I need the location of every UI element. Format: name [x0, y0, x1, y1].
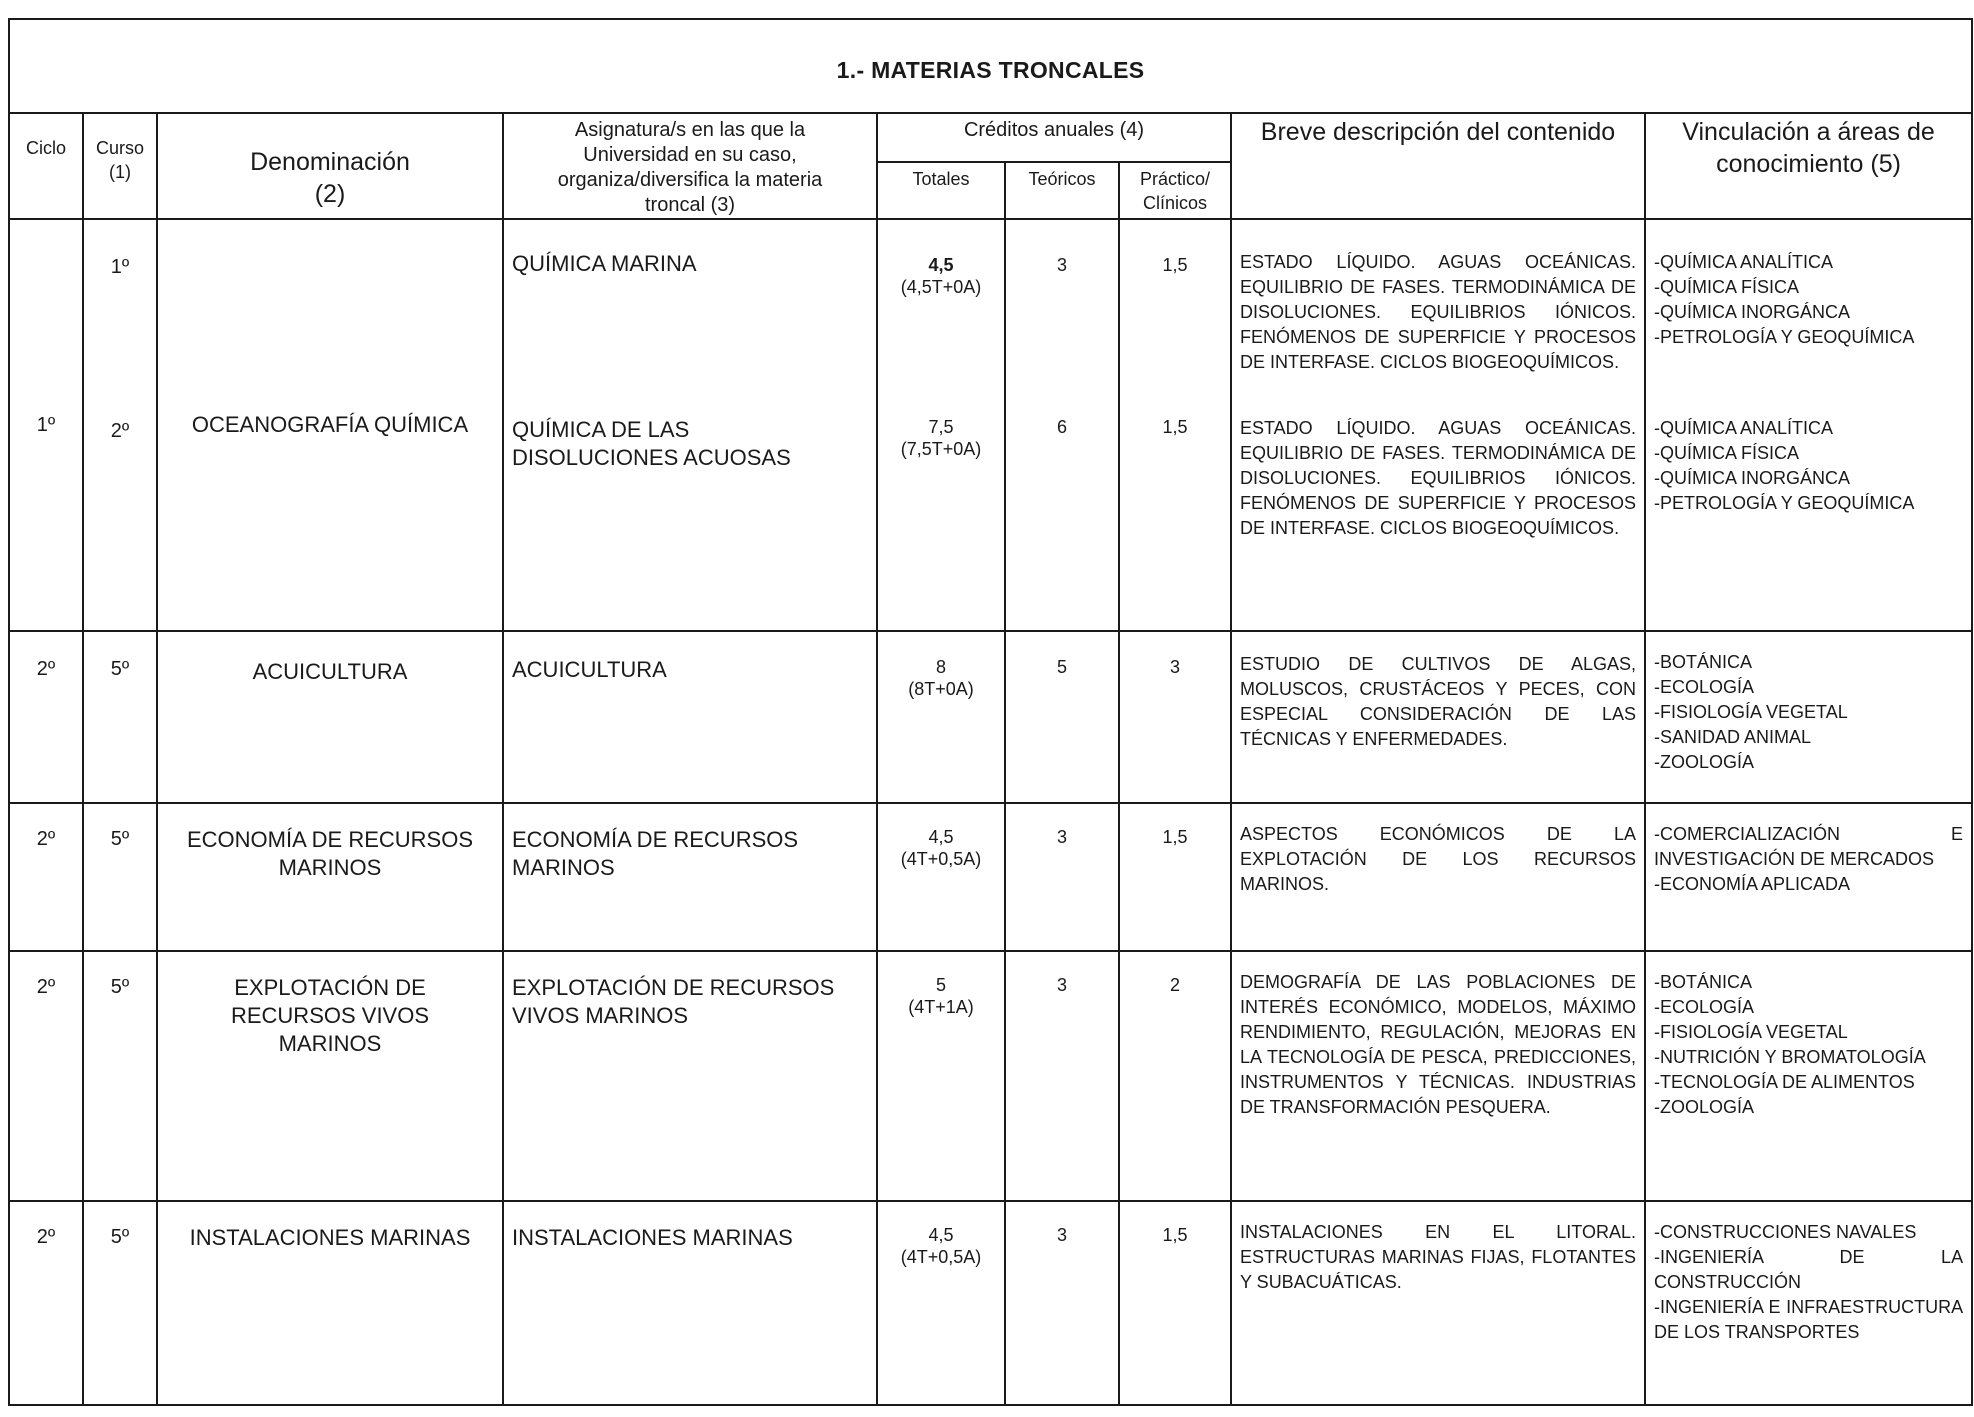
cell-totales-value: 4,5 — [928, 827, 954, 847]
area-item: -QUÍMICA INORGÁNCA — [1654, 468, 1851, 488]
cell-totales-detail-1: (4,5T+0A) — [900, 277, 982, 297]
cell-denominacion: INSTALACIONES MARINAS — [157, 1201, 503, 1405]
cell-curso — [83, 219, 157, 631]
cell-areas — [1645, 1201, 1972, 1405]
cell-areas — [1645, 803, 1972, 951]
header-denominacion-note: (2) — [314, 180, 346, 208]
cell-totales-1: 4,5 — [928, 255, 954, 275]
area-item: -ECONOMÍA APLICADA — [1654, 874, 1851, 894]
area-item: -TECNOLOGÍA DE ALIMENTOS — [1654, 1072, 1915, 1092]
area-item: -QUÍMICA ANALÍTICA — [1654, 252, 1834, 272]
header-ciclo: Ciclo — [9, 113, 83, 219]
table-row — [9, 631, 1972, 803]
cell-totales-detail: (8T+0A) — [908, 679, 974, 699]
area-item: -ECOLOGÍA — [1654, 997, 1755, 1017]
cell-curso-2: 2º — [110, 420, 130, 442]
area-item: -INGENIERÍA DE LA CONSTRUCCIÓN — [1654, 1247, 1964, 1292]
cell-teoricos: 3 — [1005, 951, 1119, 1201]
cell-totales-detail: (4T+0,5A) — [900, 1247, 982, 1267]
header-asignatura — [503, 113, 877, 219]
cell-teoricos: 5 — [1005, 631, 1119, 803]
cell-asignatura-1: QUÍMICA MARINA — [512, 251, 697, 276]
header-asignatura-line4: troncal (3) — [644, 194, 736, 216]
header-practicos-line1: Práctico/ — [1139, 168, 1211, 189]
cell-areas — [1645, 219, 1972, 631]
cell-asignatura — [503, 219, 877, 631]
header-totales: Totales — [877, 162, 1005, 219]
cell-denominacion: EXPLOTACIÓN DE RECURSOS VIVOS MARINOS — [157, 951, 503, 1201]
cell-denominacion: OCEANOGRAFÍA QUÍMICA — [157, 219, 503, 631]
cell-totales — [877, 631, 1005, 803]
area-item: -ZOOLOGÍA — [1654, 752, 1755, 772]
area-item: -BOTÁNICA — [1654, 652, 1753, 672]
area-item: -PETROLOGÍA Y GEOQUÍMICA — [1654, 327, 1915, 347]
area-item: -CONSTRUCCIONES NAVALES — [1654, 1222, 1917, 1242]
area-item: -QUÍMICA INORGÁNCA — [1654, 302, 1851, 322]
cell-ciclo: 2º — [9, 803, 83, 951]
cell-totales-value: 5 — [935, 975, 946, 995]
area-item: -ECOLOGÍA — [1654, 677, 1755, 697]
cell-asignatura: ACUICULTURA — [503, 631, 877, 803]
table-row — [9, 951, 1972, 1201]
header-vinculacion — [1645, 113, 1972, 219]
cell-teoricos: 3 — [1005, 803, 1119, 951]
cell-descripcion: ESTUDIO DE CULTIVOS DE ALGAS, MOLUSCOS, CRUSTÁCEOS Y PECES, CON ESPECIAL CONSIDERACIÓN DE LAS TÉCNICAS Y ENFERMEDADES. — [1231, 631, 1645, 803]
cell-practicos — [1119, 219, 1231, 631]
cell-areas — [1645, 951, 1972, 1201]
cell-totales-detail: (4T+0,5A) — [900, 849, 982, 869]
table-title: 1.- MATERIAS TRONCALES — [9, 19, 1972, 113]
area-item: -FISIOLOGÍA VEGETAL — [1654, 702, 1848, 722]
document-page — [8, 18, 1972, 1412]
cell-ciclo: 2º — [9, 631, 83, 803]
cell-totales — [877, 951, 1005, 1201]
cell-descripcion: DEMOGRAFÍA DE LAS POBLACIONES DE INTERÉS ECONÓMICO, MODELOS, MÁXIMO RENDIMIENTO, REGULACIÓN, MEJORAS EN LA TECNOLOGÍA DE PESCA, PREDICCIONES, INSTRUMENTOS Y TÉCNICAS. INDUSTRIAS DE TRANSFORMACIÓN PESQUERA. — [1231, 951, 1645, 1201]
cell-ciclo: 2º — [9, 1201, 83, 1405]
cell-denominacion: ACUICULTURA — [157, 631, 503, 803]
cell-ciclo: 2º — [9, 951, 83, 1201]
cell-asignatura: INSTALACIONES MARINAS — [503, 1201, 877, 1405]
header-denominacion — [157, 113, 503, 219]
cell-areas — [1645, 631, 1972, 803]
cell-areas-1 — [1654, 220, 1963, 416]
cell-asignatura-2: QUÍMICA DE LAS DISOLUCIONES ACUOSAS — [512, 417, 791, 470]
area-item: -ZOOLOGÍA — [1654, 1097, 1755, 1117]
cell-totales-2: 7,5 — [928, 417, 954, 437]
header-row — [9, 113, 1972, 162]
cell-totales — [877, 219, 1005, 631]
cell-descripcion: INSTALACIONES EN EL LITORAL. ESTRUCTURAS MARINAS FIJAS, FLOTANTES Y SUBACUÁTICAS. — [1231, 1201, 1645, 1405]
header-asignatura-line2: Universidad en su caso, — [583, 144, 797, 166]
area-item: -QUÍMICA ANALÍTICA — [1654, 418, 1834, 438]
header-practicos — [1119, 162, 1231, 219]
area-item: -COMERCIALIZACIÓN E INVESTIGACIÓN DE MERCADOS — [1654, 824, 1964, 869]
cell-descripcion: ASPECTOS ECONÓMICOS DE LA EXPLOTACIÓN DE LOS RECURSOS MARINOS. — [1231, 803, 1645, 951]
cell-practicos-1: 1,5 — [1162, 255, 1188, 275]
table-row — [9, 803, 1972, 951]
cell-asignatura: ECONOMÍA DE RECURSOS MARINOS — [503, 803, 877, 951]
cell-denominacion: ECONOMÍA DE RECURSOS MARINOS — [157, 803, 503, 951]
header-curso-note: (1) — [109, 162, 131, 182]
header-descripcion: Breve descripción del contenido — [1231, 113, 1645, 219]
cell-curso: 5º — [83, 631, 157, 803]
cell-teoricos-1: 3 — [1056, 255, 1067, 275]
cell-curso: 5º — [83, 803, 157, 951]
area-item: -PETROLOGÍA Y GEOQUÍMICA — [1654, 493, 1915, 513]
area-item: -FISIOLOGÍA VEGETAL — [1654, 1022, 1848, 1042]
header-teoricos: Teóricos — [1005, 162, 1119, 219]
table-row-group — [9, 219, 1972, 631]
cell-totales — [877, 1201, 1005, 1405]
cell-asignatura: EXPLOTACIÓN DE RECURSOS VIVOS MARINOS — [503, 951, 877, 1201]
area-item: -NUTRICIÓN Y BROMATOLOGÍA — [1654, 1047, 1926, 1067]
area-item: -QUÍMICA FÍSICA — [1654, 277, 1800, 297]
cell-totales-detail-2: (7,5T+0A) — [900, 439, 982, 459]
header-asignatura-line1: Asignatura/s en las que la — [574, 119, 806, 141]
area-item: -QUÍMICA FÍSICA — [1654, 443, 1800, 463]
materias-troncales-table — [8, 18, 1973, 1406]
cell-teoricos-2: 6 — [1056, 417, 1067, 437]
header-practicos-line2: Clínicos — [1142, 192, 1208, 213]
header-vinculacion-line1: Vinculación a áreas de — [1682, 118, 1935, 146]
header-denominacion-label: Denominación — [250, 148, 410, 176]
cell-descripcion-2: ESTADO LÍQUIDO. AGUAS OCEÁNICAS. EQUILIBRIO DE FASES. TERMODINÁMICA DE DISOLUCIONES. EQUILIBRIOS IÓNICOS. FENÓMENOS DE SUPERFICIE Y PROCESOS DE INTERFASE. CICLOS BIOGEOQUÍMICOS. — [1240, 418, 1636, 538]
cell-teoricos — [1005, 219, 1119, 631]
cell-descripcion-1: ESTADO LÍQUIDO. AGUAS OCEÁNICAS. EQUILIBRIO DE FASES. TERMODINÁMICA DE DISOLUCIONES. EQUILIBRIOS IÓNICOS. FENÓMENOS DE SUPERFICIE Y PROCESOS DE INTERFASE. CICLOS BIOGEOQUÍMICOS. — [1240, 252, 1636, 372]
cell-practicos-2: 1,5 — [1162, 417, 1188, 437]
cell-totales-value: 8 — [935, 657, 946, 677]
cell-curso: 5º — [83, 951, 157, 1201]
cell-practicos: 3 — [1119, 631, 1231, 803]
cell-curso-1: 1º — [110, 256, 130, 278]
cell-curso: 5º — [83, 1201, 157, 1405]
title-row — [9, 19, 1972, 113]
cell-totales — [877, 803, 1005, 951]
cell-totales-detail: (4T+1A) — [908, 997, 974, 1017]
header-asignatura-line3: organiza/diversifica la materia — [557, 169, 823, 191]
cell-areas-2 — [1654, 416, 1963, 516]
cell-practicos: 2 — [1119, 951, 1231, 1201]
cell-ciclo: 1º — [9, 219, 83, 631]
header-creditos: Créditos anuales (4) — [877, 113, 1231, 162]
table-row — [9, 1201, 1972, 1405]
area-item: -BOTÁNICA — [1654, 972, 1753, 992]
cell-teoricos: 3 — [1005, 1201, 1119, 1405]
cell-totales-value: 4,5 — [928, 1225, 954, 1245]
area-item: -SANIDAD ANIMAL — [1654, 727, 1812, 747]
header-curso-label: Curso — [95, 138, 144, 158]
area-item: -INGENIERÍA E INFRAESTRUCTURA DE LOS TRANSPORTES — [1654, 1297, 1964, 1342]
cell-practicos: 1,5 — [1119, 803, 1231, 951]
cell-descripcion — [1231, 219, 1645, 631]
cell-practicos: 1,5 — [1119, 1201, 1231, 1405]
header-vinculacion-line2: conocimiento (5) — [1716, 150, 1901, 178]
header-curso — [83, 113, 157, 219]
